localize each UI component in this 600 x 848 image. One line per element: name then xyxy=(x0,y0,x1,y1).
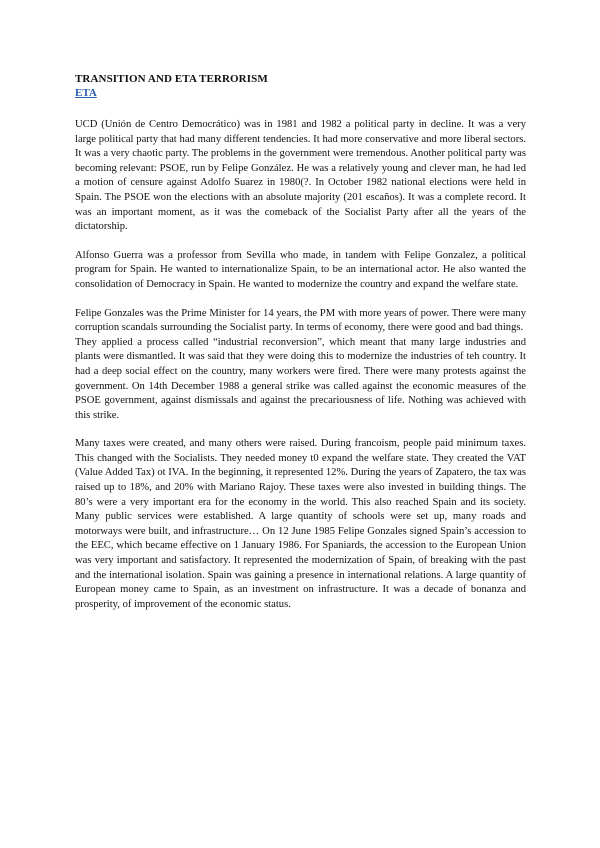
document-page xyxy=(75,72,526,626)
paragraph-ucd: UCD (Unión de Centro Democrático) was in 1981 and 1982 a political party in decline. It was a very large political party that had many different tendencies. It had more conservative and more liberal sectors. It was a very chaotic party. The problems in the government were tremendous. Another political party was becoming relevant: PSOE, run by Felipe González. He was a relatively young and clever man, he had led a motion of censure against Adolfo Suarez in 1980(?. In October 1982 national elections were held in Spain. The PSOE won the elections with an absolute majority (201 escaños). It was a complete record. It was an important moment, as it was the comeback of the Socialist Party after all the years of the dictatorship. xyxy=(75,119,526,233)
paragraph-industrial-reconversion: They applied a process called “industrial reconversion”, which meant that many large industries and plants were dismantled. It was said that they were doing this to modernize the industries of teh country. It had a deep social effect on the country, many workers were fired. There were many protests against the government. On 14th December 1988 a general strike was called against the economic measures of the PSOE government, against dismissals and against the precariousness of life. Nothing was achieved with this strike. xyxy=(75,336,526,421)
paragraph-alfonso-guerra: Alfonso Guerra was a professor from Sevilla who made, in tandem with Felipe Gonzalez, a political program for Spain. He wanted to internationalize Spain, to be an international actor. He also wanted the consolidation of Democracy in Spain. He wanted to modernize the country and expand the welfare state. xyxy=(75,249,526,290)
paragraph-taxes: Many taxes were created, and many others were raised. During francoism, people paid minimum taxes. This changed with the Socialists. They needed money t0 expand the welfare state. They created the VAT (Value Added Tax) ot IVA. In the beginning, it represented 12%. During the years of Zapatero, the tax was raised up to 18%, and 20% with Mariano Rajoy. These taxes were also invested in building things. The 80’s were a very important era for the economy in the world. This also reached Spain and its society. Many public services were established. A large quantity of schools were set up, many roads and motorways were built, and infrastructure… On 12 June 1985 Felipe Gonzales signed Spain’s accession to the EEC, which became effective on 1 January 1986. For Spaniards, the accession to the European Union was very important and satisfactory. It represented the modernization of Spain, of breaking with the past and the international isolation. Spain was gaining a presence in international relations. A large quantity of European money came to Spain, as an investment on infrastructure. It was a decade of bonanza and prosperity, of improvement of the economic status. xyxy=(75,438,526,610)
paragraph-felipe-gonzales: Felipe Gonzales was the Prime Minister for 14 years, the PM with more years of power. There were many corruption scandals surrounding the Socialist party. In terms of economy, there were good and bad things. xyxy=(75,307,526,334)
document-title: TRANSITION AND ETA TERRORISM xyxy=(75,73,268,85)
eta-link[interactable]: ETA xyxy=(75,87,97,99)
